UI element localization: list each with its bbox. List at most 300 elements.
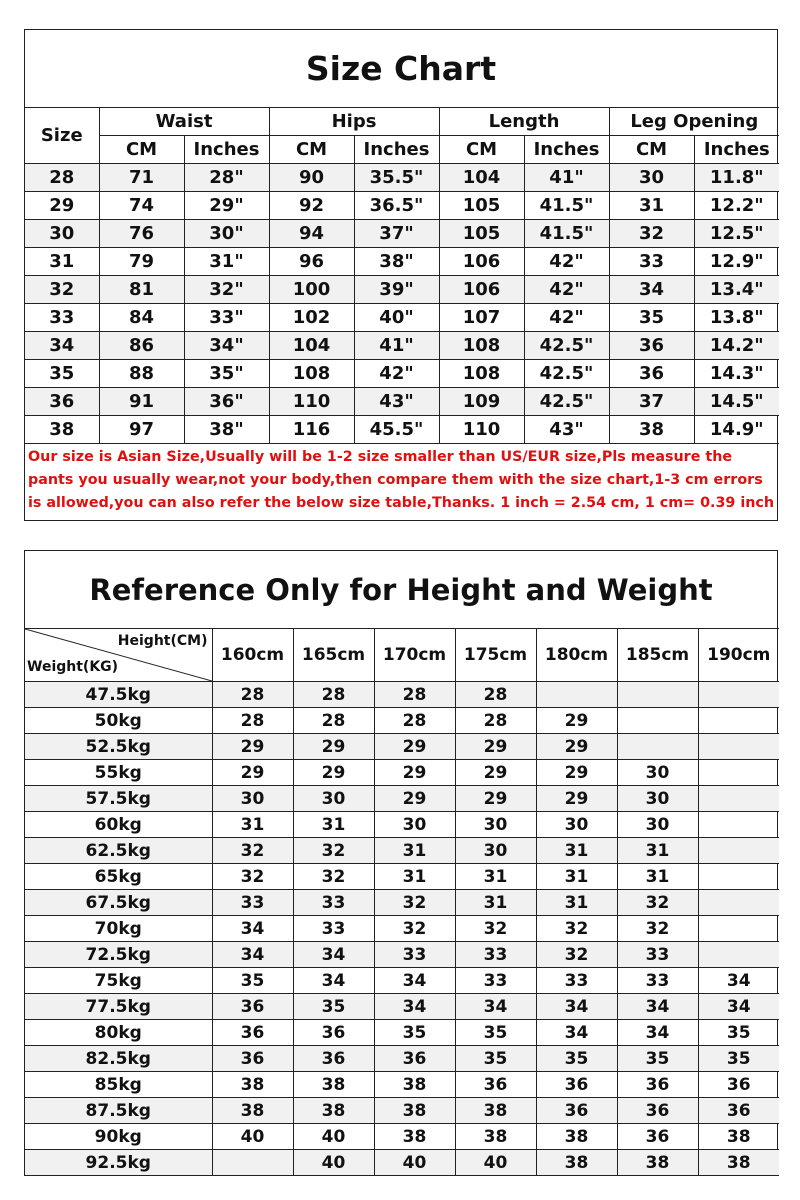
weight-cell: 75kg xyxy=(25,968,212,994)
recommended-size-cell: 31 xyxy=(617,864,698,890)
measurement-cell: 39" xyxy=(354,276,439,304)
recommended-size-cell: 35 xyxy=(698,1020,779,1046)
unit-header: CM xyxy=(269,136,354,164)
size-chart-panel xyxy=(24,29,778,521)
recommended-size-cell: 34 xyxy=(698,994,779,1020)
measurement-cell: 105 xyxy=(439,220,524,248)
weight-cell: 90kg xyxy=(25,1124,212,1150)
measurement-cell: 34 xyxy=(609,276,694,304)
recommended-size-cell: 34 xyxy=(374,994,455,1020)
recommended-size-cell: 36 xyxy=(293,1020,374,1046)
measurement-cell: 14.9" xyxy=(694,416,779,444)
recommended-size-cell: 30 xyxy=(455,838,536,864)
measurement-cell: 108 xyxy=(269,360,354,388)
measurement-cell: 100 xyxy=(269,276,354,304)
measurement-cell: 42" xyxy=(524,304,609,332)
measurement-cell: 37 xyxy=(609,388,694,416)
recommended-size-cell: 29 xyxy=(212,734,293,760)
weight-cell: 47.5kg xyxy=(25,682,212,708)
height-header: 185cm xyxy=(617,629,698,682)
unit-header: Inches xyxy=(694,136,779,164)
recommended-size-cell: 32 xyxy=(536,942,617,968)
measurement-cell: 29" xyxy=(184,192,269,220)
weight-row xyxy=(25,682,779,708)
recommended-size-cell: 36 xyxy=(374,1046,455,1072)
weight-cell: 57.5kg xyxy=(25,786,212,812)
recommended-size-cell: 38 xyxy=(698,1124,779,1150)
recommended-size-cell: 29 xyxy=(212,760,293,786)
measurement-cell: 42.5" xyxy=(524,360,609,388)
size-row xyxy=(25,220,779,248)
height-header: 175cm xyxy=(455,629,536,682)
size-cell: 30 xyxy=(25,220,99,248)
measurement-cell: 41.5" xyxy=(524,192,609,220)
measurement-cell: 12.9" xyxy=(694,248,779,276)
weight-cell: 87.5kg xyxy=(25,1098,212,1124)
recommended-size-cell: 38 xyxy=(698,1150,779,1176)
size-note-line: pants you usually wear,not your body,then compare them with the size chart,1-3 cm errors xyxy=(28,472,763,488)
measurement-cell: 91 xyxy=(99,388,184,416)
unit-header: Inches xyxy=(354,136,439,164)
measurement-cell: 35" xyxy=(184,360,269,388)
weight-label: Weight(KG) xyxy=(27,659,119,675)
recommended-size-cell: 40 xyxy=(293,1150,374,1176)
recommended-size-cell xyxy=(617,682,698,708)
measurement-cell: 43" xyxy=(524,416,609,444)
recommended-size-cell: 29 xyxy=(536,786,617,812)
recommended-size-cell: 30 xyxy=(617,760,698,786)
height-header: 180cm xyxy=(536,629,617,682)
recommended-size-cell: 35 xyxy=(698,1046,779,1072)
recommended-size-cell: 38 xyxy=(374,1098,455,1124)
measurement-cell: 14.2" xyxy=(694,332,779,360)
recommended-size-cell: 31 xyxy=(536,838,617,864)
measurement-cell: 40" xyxy=(354,304,439,332)
weight-row xyxy=(25,864,779,890)
recommended-size-cell: 38 xyxy=(293,1072,374,1098)
measurement-cell: 41" xyxy=(524,164,609,192)
unit-header: Inches xyxy=(184,136,269,164)
measurement-cell: 36 xyxy=(609,332,694,360)
reference-table xyxy=(25,628,779,1176)
size-cell: 31 xyxy=(25,248,99,276)
recommended-size-cell: 32 xyxy=(293,864,374,890)
recommended-size-cell: 32 xyxy=(617,890,698,916)
measurement-cell: 32 xyxy=(609,220,694,248)
recommended-size-cell xyxy=(698,916,779,942)
group-header-hips: Hips xyxy=(269,108,439,136)
measurement-cell: 105 xyxy=(439,192,524,220)
measurement-cell: 43" xyxy=(354,388,439,416)
weight-row xyxy=(25,994,779,1020)
unit-header: CM xyxy=(439,136,524,164)
measurement-cell: 74 xyxy=(99,192,184,220)
recommended-size-cell: 34 xyxy=(212,916,293,942)
measurement-cell: 33" xyxy=(184,304,269,332)
reference-title: Reference Only for Height and Weight xyxy=(25,551,777,629)
size-cell: 36 xyxy=(25,388,99,416)
recommended-size-cell: 34 xyxy=(536,994,617,1020)
measurement-cell: 42" xyxy=(524,276,609,304)
measurement-cell: 11.8" xyxy=(694,164,779,192)
weight-cell: 92.5kg xyxy=(25,1150,212,1176)
recommended-size-cell: 28 xyxy=(374,708,455,734)
recommended-size-cell xyxy=(698,838,779,864)
weight-row xyxy=(25,942,779,968)
recommended-size-cell: 33 xyxy=(617,968,698,994)
weight-row xyxy=(25,734,779,760)
weight-cell: 52.5kg xyxy=(25,734,212,760)
weight-row xyxy=(25,968,779,994)
group-header-leg-opening: Leg Opening xyxy=(609,108,779,136)
measurement-cell: 88 xyxy=(99,360,184,388)
weight-cell: 80kg xyxy=(25,1020,212,1046)
size-row xyxy=(25,416,779,444)
recommended-size-cell: 30 xyxy=(293,786,374,812)
recommended-size-cell: 34 xyxy=(374,968,455,994)
recommended-size-cell: 29 xyxy=(536,708,617,734)
height-header: 160cm xyxy=(212,629,293,682)
measurement-cell: 81 xyxy=(99,276,184,304)
recommended-size-cell xyxy=(617,734,698,760)
recommended-size-cell: 29 xyxy=(293,760,374,786)
recommended-size-cell: 30 xyxy=(455,812,536,838)
measurement-cell: 35 xyxy=(609,304,694,332)
recommended-size-cell: 29 xyxy=(374,734,455,760)
measurement-cell: 41" xyxy=(354,332,439,360)
measurement-cell: 42" xyxy=(524,248,609,276)
unit-header: CM xyxy=(609,136,694,164)
measurement-cell: 28" xyxy=(184,164,269,192)
measurement-cell: 86 xyxy=(99,332,184,360)
measurement-cell: 102 xyxy=(269,304,354,332)
reference-panel xyxy=(24,550,778,1176)
measurement-cell: 14.5" xyxy=(694,388,779,416)
weight-cell: 72.5kg xyxy=(25,942,212,968)
measurement-cell: 45.5" xyxy=(354,416,439,444)
recommended-size-cell: 36 xyxy=(617,1072,698,1098)
measurement-cell: 31" xyxy=(184,248,269,276)
weight-cell: 62.5kg xyxy=(25,838,212,864)
recommended-size-cell: 38 xyxy=(455,1098,536,1124)
recommended-size-cell: 33 xyxy=(293,916,374,942)
recommended-size-cell: 34 xyxy=(455,994,536,1020)
recommended-size-cell: 30 xyxy=(536,812,617,838)
recommended-size-cell: 28 xyxy=(212,708,293,734)
recommended-size-cell: 29 xyxy=(293,734,374,760)
measurement-cell: 96 xyxy=(269,248,354,276)
size-row xyxy=(25,360,779,388)
measurement-cell: 116 xyxy=(269,416,354,444)
measurement-cell: 42.5" xyxy=(524,388,609,416)
weight-row xyxy=(25,1046,779,1072)
measurement-cell: 37" xyxy=(354,220,439,248)
recommended-size-cell xyxy=(698,890,779,916)
unit-header: Inches xyxy=(524,136,609,164)
recommended-size-cell: 38 xyxy=(455,1124,536,1150)
height-weight-corner xyxy=(25,629,212,682)
size-row xyxy=(25,388,779,416)
measurement-cell: 13.8" xyxy=(694,304,779,332)
recommended-size-cell: 36 xyxy=(536,1072,617,1098)
recommended-size-cell: 28 xyxy=(374,682,455,708)
weight-row xyxy=(25,760,779,786)
measurement-cell: 31 xyxy=(609,192,694,220)
recommended-size-cell: 40 xyxy=(212,1124,293,1150)
measurement-cell: 106 xyxy=(439,248,524,276)
measurement-cell: 94 xyxy=(269,220,354,248)
group-header-length: Length xyxy=(439,108,609,136)
height-header: 190cm xyxy=(698,629,779,682)
measurement-cell: 106 xyxy=(439,276,524,304)
recommended-size-cell: 32 xyxy=(536,916,617,942)
measurement-cell: 42" xyxy=(354,360,439,388)
recommended-size-cell: 36 xyxy=(212,1020,293,1046)
recommended-size-cell: 35 xyxy=(455,1020,536,1046)
recommended-size-cell: 38 xyxy=(617,1150,698,1176)
weight-row xyxy=(25,786,779,812)
size-note xyxy=(25,444,777,515)
recommended-size-cell: 36 xyxy=(455,1072,536,1098)
recommended-size-cell: 34 xyxy=(293,942,374,968)
size-cell: 28 xyxy=(25,164,99,192)
measurement-cell: 38" xyxy=(184,416,269,444)
recommended-size-cell: 29 xyxy=(536,734,617,760)
size-row xyxy=(25,304,779,332)
recommended-size-cell: 31 xyxy=(374,838,455,864)
measurement-cell: 76 xyxy=(99,220,184,248)
recommended-size-cell: 36 xyxy=(212,1046,293,1072)
size-chart-table xyxy=(25,107,779,444)
measurement-cell: 41.5" xyxy=(524,220,609,248)
recommended-size-cell: 32 xyxy=(212,838,293,864)
recommended-size-cell: 40 xyxy=(293,1124,374,1150)
measurement-cell: 92 xyxy=(269,192,354,220)
recommended-size-cell: 38 xyxy=(374,1072,455,1098)
measurement-cell: 33 xyxy=(609,248,694,276)
recommended-size-cell: 38 xyxy=(374,1124,455,1150)
size-row xyxy=(25,248,779,276)
measurement-cell: 97 xyxy=(99,416,184,444)
measurement-cell: 109 xyxy=(439,388,524,416)
recommended-size-cell: 33 xyxy=(455,942,536,968)
recommended-size-cell: 38 xyxy=(293,1098,374,1124)
measurement-cell: 108 xyxy=(439,360,524,388)
size-cell: 33 xyxy=(25,304,99,332)
weight-row xyxy=(25,838,779,864)
recommended-size-cell xyxy=(698,786,779,812)
recommended-size-cell: 30 xyxy=(617,786,698,812)
size-row xyxy=(25,332,779,360)
weight-cell: 77.5kg xyxy=(25,994,212,1020)
recommended-size-cell: 38 xyxy=(536,1124,617,1150)
measurement-cell: 36.5" xyxy=(354,192,439,220)
recommended-size-cell: 29 xyxy=(374,760,455,786)
measurement-cell: 30 xyxy=(609,164,694,192)
measurement-cell: 38" xyxy=(354,248,439,276)
recommended-size-cell: 34 xyxy=(293,968,374,994)
recommended-size-cell: 33 xyxy=(293,890,374,916)
recommended-size-cell: 32 xyxy=(455,916,536,942)
measurement-cell: 79 xyxy=(99,248,184,276)
recommended-size-cell xyxy=(698,708,779,734)
recommended-size-cell: 32 xyxy=(293,838,374,864)
weight-row xyxy=(25,890,779,916)
measurement-cell: 42.5" xyxy=(524,332,609,360)
recommended-size-cell: 38 xyxy=(212,1072,293,1098)
recommended-size-cell: 28 xyxy=(293,682,374,708)
recommended-size-cell: 29 xyxy=(374,786,455,812)
recommended-size-cell: 28 xyxy=(455,708,536,734)
recommended-size-cell: 31 xyxy=(536,864,617,890)
weight-cell: 55kg xyxy=(25,760,212,786)
recommended-size-cell: 33 xyxy=(536,968,617,994)
recommended-size-cell xyxy=(698,682,779,708)
recommended-size-cell: 33 xyxy=(374,942,455,968)
recommended-size-cell: 31 xyxy=(293,812,374,838)
size-chart-title: Size Chart xyxy=(25,30,777,108)
measurement-cell: 104 xyxy=(269,332,354,360)
weight-cell: 65kg xyxy=(25,864,212,890)
recommended-size-cell: 35 xyxy=(293,994,374,1020)
recommended-size-cell: 34 xyxy=(212,942,293,968)
recommended-size-cell: 31 xyxy=(617,838,698,864)
recommended-size-cell: 28 xyxy=(212,682,293,708)
measurement-cell: 90 xyxy=(269,164,354,192)
recommended-size-cell xyxy=(698,812,779,838)
measurement-cell: 36" xyxy=(184,388,269,416)
reference-body xyxy=(25,682,779,1176)
measurement-cell: 35.5" xyxy=(354,164,439,192)
measurement-cell: 110 xyxy=(269,388,354,416)
recommended-size-cell: 32 xyxy=(374,916,455,942)
measurement-cell: 12.2" xyxy=(694,192,779,220)
weight-cell: 70kg xyxy=(25,916,212,942)
recommended-size-cell: 30 xyxy=(212,786,293,812)
height-label: Height(CM) xyxy=(117,633,208,649)
recommended-size-cell: 29 xyxy=(455,760,536,786)
measurement-cell: 38 xyxy=(609,416,694,444)
size-row xyxy=(25,164,779,192)
recommended-size-cell xyxy=(212,1150,293,1176)
measurement-cell: 32" xyxy=(184,276,269,304)
weight-cell: 67.5kg xyxy=(25,890,212,916)
size-chart-body xyxy=(25,164,779,444)
recommended-size-cell: 35 xyxy=(374,1020,455,1046)
measurement-cell: 71 xyxy=(99,164,184,192)
recommended-size-cell: 30 xyxy=(617,812,698,838)
recommended-size-cell: 29 xyxy=(455,734,536,760)
recommended-size-cell: 33 xyxy=(617,942,698,968)
recommended-size-cell: 35 xyxy=(455,1046,536,1072)
recommended-size-cell: 28 xyxy=(293,708,374,734)
weight-row xyxy=(25,1020,779,1046)
group-header-waist: Waist xyxy=(99,108,269,136)
weight-row xyxy=(25,708,779,734)
recommended-size-cell xyxy=(698,864,779,890)
height-header: 170cm xyxy=(374,629,455,682)
weight-row xyxy=(25,1098,779,1124)
recommended-size-cell: 36 xyxy=(293,1046,374,1072)
recommended-size-cell: 29 xyxy=(536,760,617,786)
recommended-size-cell: 36 xyxy=(212,994,293,1020)
size-cell: 35 xyxy=(25,360,99,388)
recommended-size-cell: 36 xyxy=(617,1124,698,1150)
measurement-cell: 14.3" xyxy=(694,360,779,388)
size-cell: 29 xyxy=(25,192,99,220)
weight-row xyxy=(25,1124,779,1150)
measurement-cell: 110 xyxy=(439,416,524,444)
recommended-size-cell: 31 xyxy=(536,890,617,916)
recommended-size-cell: 32 xyxy=(617,916,698,942)
recommended-size-cell: 31 xyxy=(455,890,536,916)
size-note-line: is allowed,you can also refer the below size table,Thanks. 1 inch = 2.54 cm, 1 cm= 0.39 inch xyxy=(28,495,775,511)
size-cell: 38 xyxy=(25,416,99,444)
recommended-size-cell: 31 xyxy=(455,864,536,890)
recommended-size-cell xyxy=(698,942,779,968)
height-header: 165cm xyxy=(293,629,374,682)
size-row xyxy=(25,192,779,220)
weight-cell: 60kg xyxy=(25,812,212,838)
measurement-cell: 108 xyxy=(439,332,524,360)
measurement-cell: 84 xyxy=(99,304,184,332)
recommended-size-cell xyxy=(698,760,779,786)
measurement-cell: 12.5" xyxy=(694,220,779,248)
size-row xyxy=(25,276,779,304)
recommended-size-cell: 36 xyxy=(698,1098,779,1124)
recommended-size-cell: 32 xyxy=(374,890,455,916)
weight-row xyxy=(25,1150,779,1176)
recommended-size-cell: 34 xyxy=(698,968,779,994)
measurement-cell: 30" xyxy=(184,220,269,248)
recommended-size-cell: 33 xyxy=(455,968,536,994)
weight-row xyxy=(25,812,779,838)
weight-cell: 82.5kg xyxy=(25,1046,212,1072)
measurement-cell: 13.4" xyxy=(694,276,779,304)
unit-header: CM xyxy=(99,136,184,164)
recommended-size-cell: 36 xyxy=(536,1098,617,1124)
recommended-size-cell: 34 xyxy=(617,994,698,1020)
recommended-size-cell: 35 xyxy=(212,968,293,994)
recommended-size-cell: 28 xyxy=(455,682,536,708)
recommended-size-cell: 34 xyxy=(617,1020,698,1046)
measurement-cell: 104 xyxy=(439,164,524,192)
recommended-size-cell: 35 xyxy=(617,1046,698,1072)
recommended-size-cell: 36 xyxy=(698,1072,779,1098)
weight-row xyxy=(25,916,779,942)
recommended-size-cell: 36 xyxy=(617,1098,698,1124)
size-cell: 34 xyxy=(25,332,99,360)
recommended-size-cell xyxy=(536,682,617,708)
recommended-size-cell: 33 xyxy=(212,890,293,916)
recommended-size-cell: 31 xyxy=(374,864,455,890)
recommended-size-cell: 32 xyxy=(212,864,293,890)
recommended-size-cell: 31 xyxy=(212,812,293,838)
size-cell: 32 xyxy=(25,276,99,304)
recommended-size-cell: 38 xyxy=(536,1150,617,1176)
recommended-size-cell: 40 xyxy=(455,1150,536,1176)
measurement-cell: 34" xyxy=(184,332,269,360)
recommended-size-cell xyxy=(617,708,698,734)
recommended-size-cell xyxy=(698,734,779,760)
recommended-size-cell: 30 xyxy=(374,812,455,838)
recommended-size-cell: 29 xyxy=(455,786,536,812)
size-header: Size xyxy=(25,108,99,164)
measurement-cell: 107 xyxy=(439,304,524,332)
recommended-size-cell: 40 xyxy=(374,1150,455,1176)
measurement-cell: 36 xyxy=(609,360,694,388)
weight-cell: 50kg xyxy=(25,708,212,734)
